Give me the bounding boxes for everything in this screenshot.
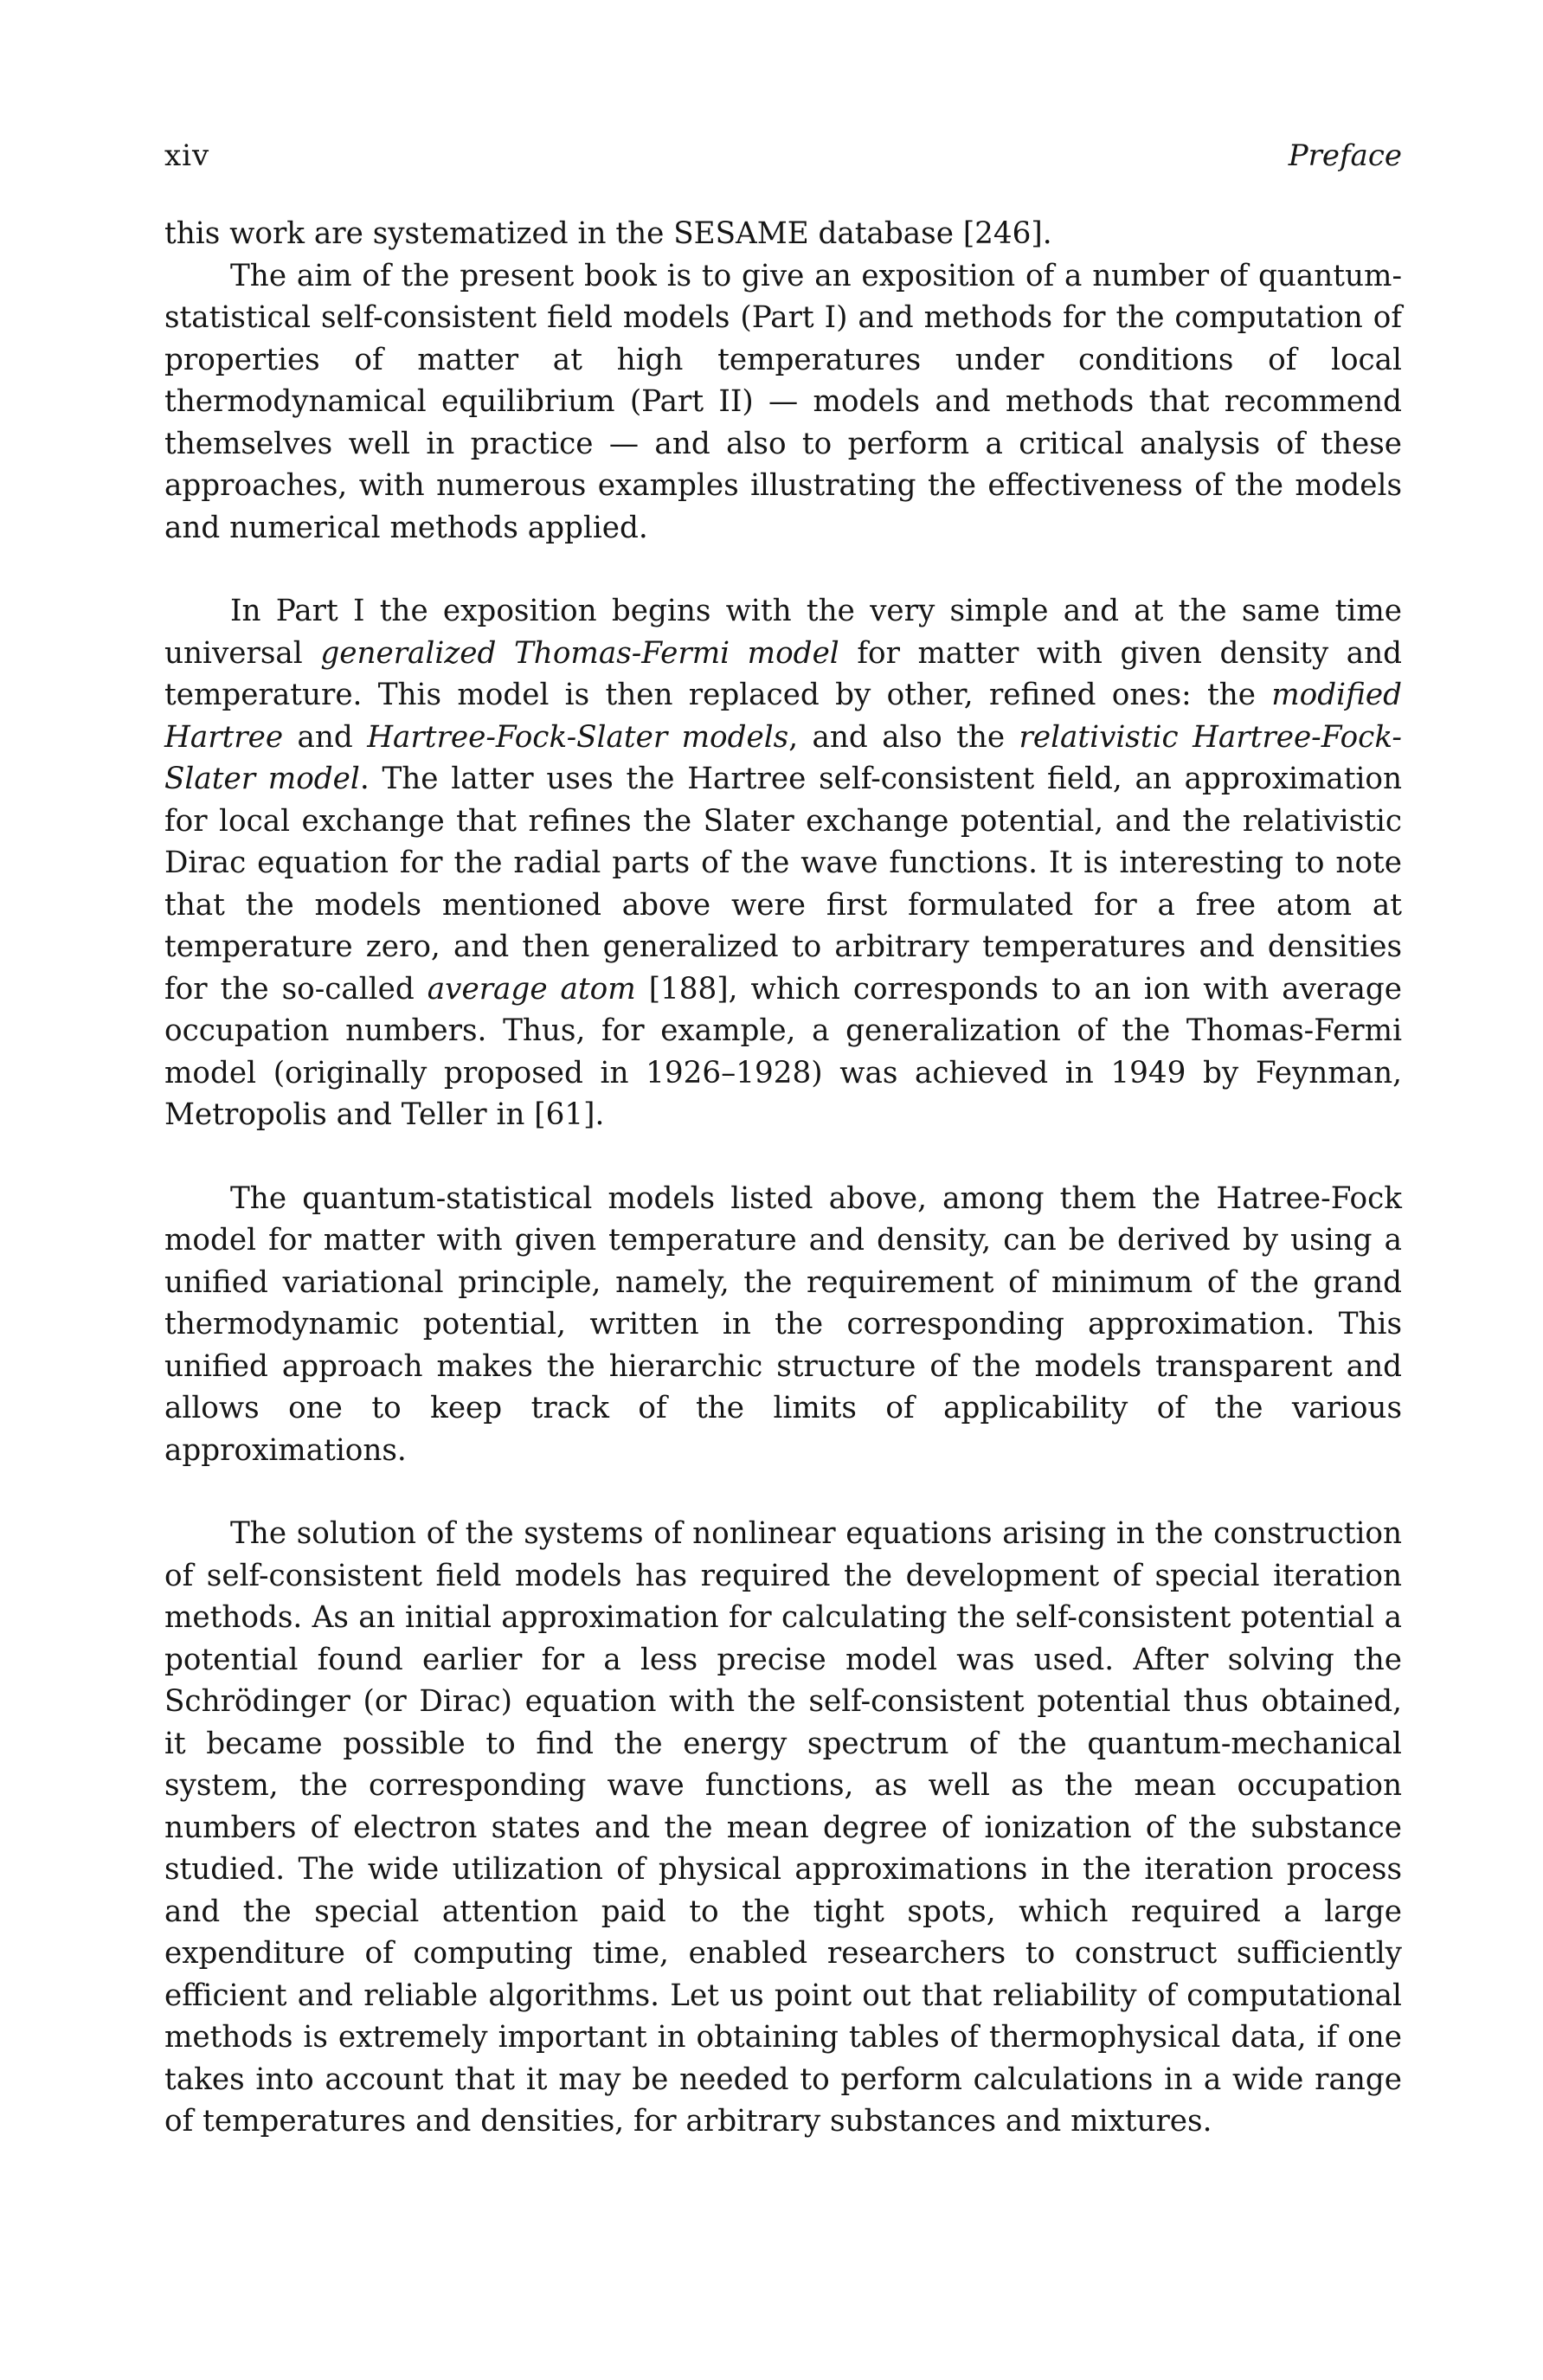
paragraph-aim — [164, 255, 1402, 550]
text-segment: , and also the — [788, 719, 1019, 755]
text-segment: this work are systematized in the SESAME database [246]. — [164, 216, 1052, 251]
paragraph-continuation — [164, 213, 1402, 255]
term-relativistic-hfs: relativistic Hartree-Fock-Slater model — [164, 719, 1402, 796]
page-number: xiv — [164, 138, 210, 173]
text-segment: The quantum-statistical models listed above, among them the Hatree-Fock model for matter with given temperature and density, can be derived by using a unified variational principle, namely, the requirement of minimum of the grand thermodynamic potential, written in the corresponding approximation. This unified approach makes the hierarchic structure of the models transparent and allows one to keep track of the limits of applicability of the various approximations. — [164, 1180, 1402, 1468]
text-segment: The aim of the present book is to give an exposition of a number of quantum-statistical self-consistent field models (Part I) and methods for the computation of properties of matter at high temperatures under conditions of local thermodynamical equilibrium (Part II) — models and methods that recommend themselves well in practice — and also to perform a critical analysis of these approaches, with numerous examples illustrating the effectiveness of the models and numerical methods applied. — [164, 258, 1402, 545]
paragraph-part-one — [164, 590, 1402, 1136]
term-modified-hartree: modified Hartree — [164, 678, 1402, 755]
text-segment: and — [283, 719, 368, 755]
text-segment: [188], which corresponds to an ion with average occupation numbers. Thus, for example, a generalization of the Thomas-Fermi model (originally proposed in 1926–1928) was achieved in 1949 by Feynman, Metropolis and Teller in [61]. — [164, 971, 1402, 1132]
text-segment: . The latter uses the Hartree self-consistent field, an approximation for local exchange that refines the Slater exchange potential, and the relativistic Dirac equation for the radial parts of the wave functions. It is interesting to note that the models mentioned above were first formulated for a free atom at temperature zero, and then generalized to arbitrary temperatures and densities for the so-called — [164, 762, 1403, 1007]
term-generalized-thomas-fermi: generalized Thomas-Fermi model — [320, 635, 839, 671]
text-segment: In Part I the exposition begins with the very simple and at the same time universal — [164, 594, 1402, 671]
section-title: Preface — [1288, 138, 1402, 173]
text-segment: The solution of the systems of nonlinear equations arising in the construction of self-consistent field models has required the development of special iteration methods. As an initial approximation for calculating the self-consistent potential a potential found earlier for a less precise model was used. After solving the Schrödinger (or Dirac) equation with the self-consistent potential thus obtained, it became possible to find the energy spectrum of the quantum-mechanical system, the corresponding wave functions, as well as the mean occupation numbers of electron states and the mean degree of ionization of the substance studied. The wide utilization of physical approximations in the iteration process and the special attention paid to the tight spots, which required a large expenditure of computing time, enabled researchers to construct sufficiently efficient and reliable algorithms. Let us point out that reliability of computational methods is extremely important in obtaining tables of thermophysical data, if one takes into account that it may be needed to perform calculations in a wide range of temperatures and densities, for arbitrary substances and mixtures. — [164, 1516, 1402, 2139]
paragraph-variational-principle — [164, 1178, 1402, 1472]
term-hartree-fock-slater: Hartree-Fock-Slater models — [367, 719, 789, 755]
term-average-atom: average atom — [427, 971, 636, 1007]
book-page — [164, 138, 1402, 2143]
body-text — [164, 213, 1402, 2143]
text-segment: for matter with given density and temperature. This model is then replaced by other, refined ones: the — [164, 635, 1403, 712]
running-head — [164, 138, 1402, 173]
paragraph-iteration-methods — [164, 1513, 1402, 2143]
